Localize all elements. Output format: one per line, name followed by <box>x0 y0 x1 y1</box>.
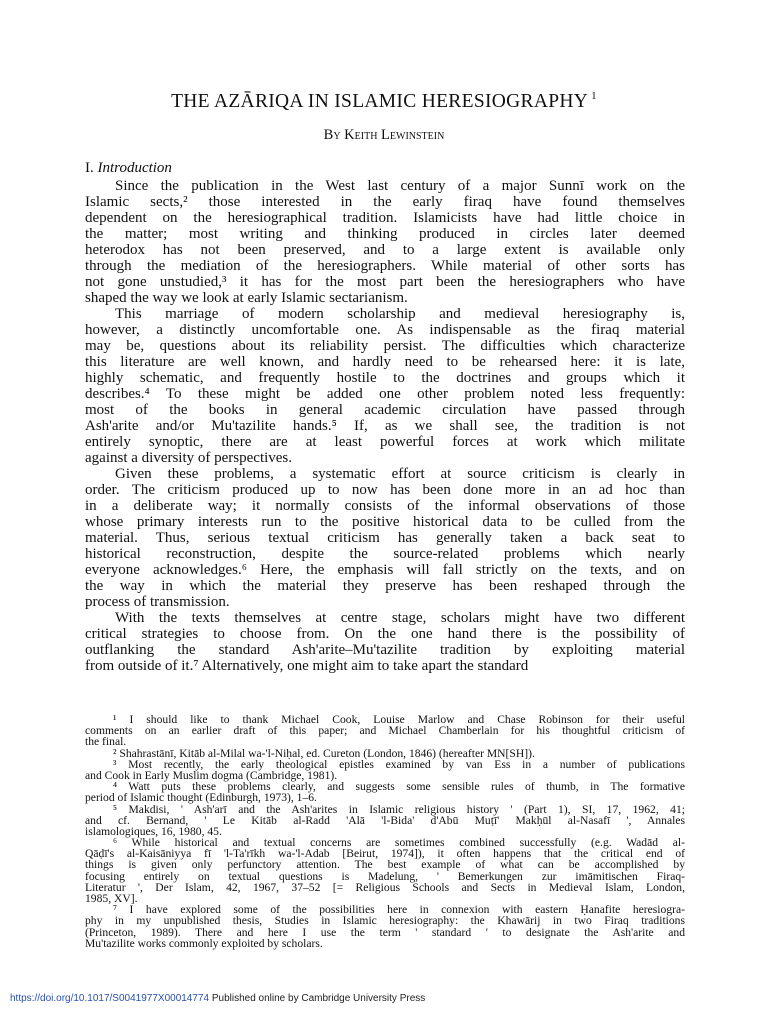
footnote-line: islamologiques, 16, 1980, 45. <box>85 824 222 838</box>
footnote-line: ¹ I should like to thank Michael Cook, Louise Marlow and Chase Robinson for their useful <box>113 713 685 726</box>
article-title <box>0 90 768 113</box>
article-byline: By Keith Lewinstein <box>323 127 445 143</box>
footnote-line: and cf. Bernand, ' Le Kitāb al-Radd 'Alā 'l-Bida' d'Abū Muṭī' Makḥūl al-Nasafī ', Annales <box>85 813 685 827</box>
footnote-line: (Princeton, 1989). There and here I use the term ' standard ' to designate the Ash'arite and <box>85 925 685 939</box>
footnote-line: the final. <box>85 735 127 749</box>
body-line: against a diversity of perspectives. <box>85 449 293 466</box>
section-title: Introduction <box>97 160 172 176</box>
footnote-line: Literatur ', Der Islam, 42, 1967, 37–52 [= Religious Schools and Sects in Medieval Islam, London, <box>85 880 685 894</box>
body-line: in a deliberate way; it normally consists of the informal observations of those <box>85 497 685 514</box>
body-line: Ash'arite and/or Mu'tazilite hands.⁵ If, as we shall see, the tradition is not <box>85 417 685 434</box>
body-line: heterodox has not been preserved, and to a large extent is available only <box>85 241 685 258</box>
body-line: critical strategies to choose from. On the one hand there is the possibility of <box>85 625 685 642</box>
doi-link[interactable]: https://doi.org/10.1017/S0041977X00014774 <box>10 993 210 1004</box>
body-line: historical reconstruction, despite the source-related problems which nearly <box>85 545 685 562</box>
body-line: everyone acknowledges.⁶ Here, the emphasis will fall strictly on the texts, and on <box>85 561 685 578</box>
body-line: Since the publication in the West last century of a major Sunnī work on the <box>115 177 685 194</box>
body-line: shaped the way we look at early Islamic sectarianism. <box>85 289 408 306</box>
footnote-line: things is given only perfunctory attention. The best example of what can be accomplished by <box>85 858 685 872</box>
footnote-line: focusing entirely on textual questions is Madelung, ' Bemerkungen zur imāmitischen Firaq- <box>85 869 685 883</box>
body-line: not gone unstudied,³ it has for the most part been the heresiographers who have <box>85 273 685 290</box>
body-line: order. The criticism produced up to now has been done more in an ad hoc than <box>85 481 685 498</box>
body-line: dependent on the heresiographical tradition. Islamicists have had little choice in <box>85 209 685 226</box>
footnote-line: ⁷ I have explored some of the possibilities here in connexion with eastern Ḥanafite heresiogra- <box>113 903 685 917</box>
section-number: I. <box>85 160 94 176</box>
publisher-note: Published online by Cambridge University Press <box>211 993 426 1004</box>
body-line: however, a distinctly uncomfortable one. As indispensable as the firaq material <box>85 321 685 338</box>
body-line: process of transmission. <box>85 593 230 610</box>
body-line: material. Thus, serious textual criticism has generally taken a back seat to <box>85 529 685 546</box>
footnotes <box>85 714 685 949</box>
title-footnote-marker[interactable]: 1 <box>591 90 597 102</box>
footnote-line: ² Shahrastānī, Kitāb al-Milal wa-'l-Niḥal, ed. Cureton (London, 1846) (hereafter MN[SH]). <box>113 746 535 760</box>
footnote-line: Mu'tazilite works commonly exploited by scholars. <box>85 936 323 950</box>
body-line: the way in which the material they preserve has been reshaped through the <box>85 577 685 594</box>
footnote-text <box>85 714 685 949</box>
footnote-line: 1985, XV]. <box>85 892 138 905</box>
body-text <box>85 178 685 674</box>
body-line: outflanking the standard Ash'arite–Mu'tazilite tradition by exploiting material <box>85 641 685 658</box>
page-footer <box>10 993 425 1004</box>
body-line: through the mediation of the heresiographers. While material of other sorts has <box>85 257 685 274</box>
footnote-line: ⁴ Watt puts these problems clearly, and suggests some sensible rules of thumb, in The formative <box>113 780 685 794</box>
footnote-line: ³ Most recently, the early theological epistles examined by van Ess in a number of publications <box>113 757 685 771</box>
footnote-line: phy in my unpublished thesis, Studies in Islamic heresiography: the Khawārij in two Firaq traditions <box>85 914 685 928</box>
footnote-line: period of Islamic thought (Edinburgh, 1973), 1–6. <box>85 791 317 805</box>
body-line: whose primary interests run to the positive historical data to be culled from the <box>85 513 685 530</box>
body-line: describes.⁴ To these might be added one other problem noted less frequently: <box>85 385 685 402</box>
footnote-line: ⁶ While historical and textual concerns are sometimes combined successfully (e.g. Wadād al- <box>113 836 685 850</box>
body-line: Given these problems, a systematic effort at source criticism is clearly in <box>115 465 685 482</box>
body-line: With the texts themselves at centre stage, scholars might have two different <box>115 609 685 626</box>
article-body <box>85 160 685 674</box>
article-title-text: THE AZĀRIQA IN ISLAMIC HERESIOGRAPHY <box>171 91 589 112</box>
body-line: from outside of it.⁷ Alternatively, one might aim to take apart the standard <box>85 657 529 674</box>
body-line: This marriage of modern scholarship and medieval heresiography is, <box>115 305 685 322</box>
body-line: entirely synoptic, there are at least powerful forces at work which militate <box>85 433 685 450</box>
body-line: highly schematic, and frequently hostile to the doctrines and groups which it <box>85 369 685 386</box>
body-line: may be, questions about its reliability persist. The difficulties which characterize <box>85 337 685 354</box>
body-line: Islamic sects,² those interested in the early firaq have found themselves <box>85 193 685 210</box>
footnote-line: and Cook in Early Muslim dogma (Cambridge, 1981). <box>85 768 338 782</box>
footnote-line: comments on an earlier draft of this paper; and Michael Chamberlain for his thoughtful criticism of <box>85 724 685 738</box>
body-line: most of the books in general academic circulation have passed through <box>85 401 685 418</box>
footnote-line: Qāḍī's al-Kaisāniyya fī 'l-Ta'rīkh wa-'l-Adab [Beirut, 1974]), it often happens that the critical end of <box>85 847 685 861</box>
body-line: this literature are well known, and hardly need to be rehearsed here: it is late, <box>85 353 685 370</box>
footnote-line: ⁵ Makdisi, ' Ash'arī and the Ash'arites in Islamic religious history ' (Part 1), SI, 17, 1962, 41; <box>113 802 685 816</box>
section-heading <box>85 160 685 178</box>
body-line: the matter; most writing and thinking produced in circles later deemed <box>85 225 685 242</box>
